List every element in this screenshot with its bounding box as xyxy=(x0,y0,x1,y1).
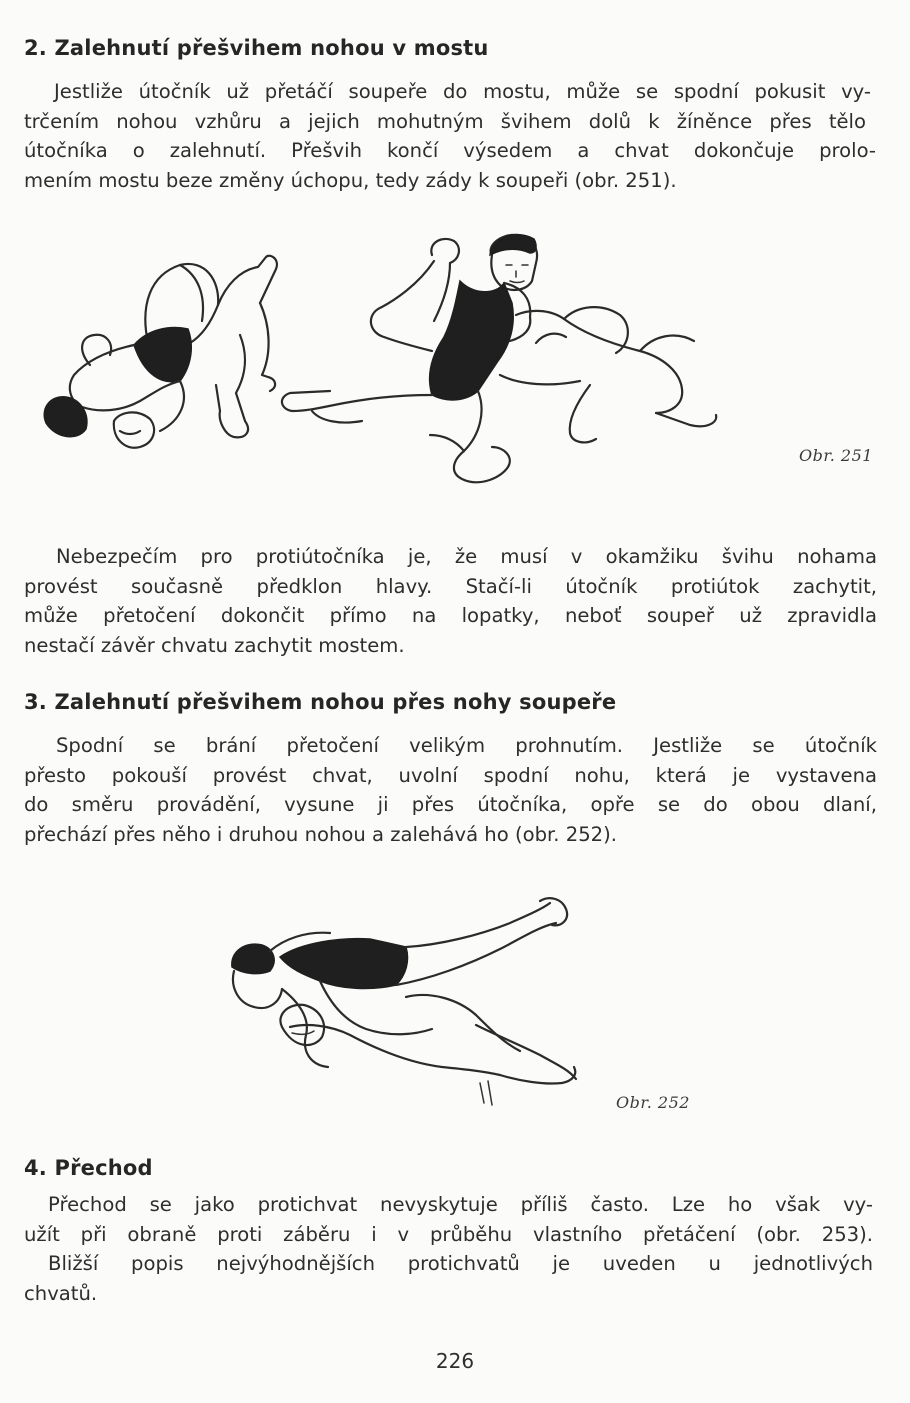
section-4-paragraph xyxy=(24,1190,873,1308)
figure-252-illustration xyxy=(210,895,590,1120)
text-line: přechází přes něho i druhou nohou a zalehává ho (obr. 252). xyxy=(24,822,617,846)
text-line: může přetočení dokončit přímo na lopatky, neboť soupeř už zpravidla xyxy=(24,604,877,628)
text-line: Bližší popis nejvýhodnějších protichvatů je uveden u jednotlivých xyxy=(48,1252,873,1276)
figure-251-illustration xyxy=(30,225,730,505)
text-line: přesto pokouší provést chvat, uvolní spodní nohu, která je vystavena xyxy=(24,763,877,787)
text-line: Jestliže útočník už přetáčí soupeře do mostu, může se spodní pokusit vy- xyxy=(54,80,871,103)
section-3-paragraph xyxy=(24,731,877,849)
text-line: provést současně předklon hlavy. Stačí-li útočník protiútok zachytit, xyxy=(24,574,877,598)
text-line: Spodní se brání přetočení velikým prohnutím. Jestliže se útočník xyxy=(56,734,877,757)
text-line: chvatů. xyxy=(24,1281,98,1305)
figure-251-caption: Obr. 251 xyxy=(799,446,873,465)
text-line: Nebezpečím pro protiútočníka je, že musí v okamžiku švihu nohama xyxy=(56,545,877,568)
page-number: 226 xyxy=(435,1349,475,1373)
text-line: trčením nohou vzhůru a jejich mohutným švihem dolů k žíněnce přes tělo xyxy=(24,109,866,133)
text-line: nestačí závěr chvatu zachytit mostem. xyxy=(24,633,405,657)
section-heading-2: 2. Zalehnutí přešvihem nohou v mostu xyxy=(24,36,489,60)
text-line: mením mostu beze změny úchopu, tedy zády k soupeři (obr. 251). xyxy=(24,168,677,192)
text-line: útočníka o zalehnutí. Přešvih končí výsedem a chvat dokončuje prolo- xyxy=(24,139,876,163)
text-line: do směru provádění, vysune ji přes útočníka, opře se do obou dlaní, xyxy=(24,793,877,817)
wrestlers-bridge-icon xyxy=(30,225,730,505)
figure-252-caption: Obr. 252 xyxy=(616,1093,690,1112)
section-heading-4: 4. Přechod xyxy=(24,1156,153,1180)
section-heading-3: 3. Zalehnutí přešvihem nohou přes nohy soupeře xyxy=(24,690,617,714)
section-2-followup-paragraph xyxy=(24,542,877,660)
wrestlers-pin-icon xyxy=(210,895,590,1120)
section-2-paragraph xyxy=(24,77,876,195)
text-line: Přechod se jako protichvat nevyskytuje příliš často. Lze ho však vy- xyxy=(48,1193,873,1216)
text-line: užít při obraně proti záběru i v průběhu vlastního přetáčení (obr. 253). xyxy=(24,1222,873,1246)
